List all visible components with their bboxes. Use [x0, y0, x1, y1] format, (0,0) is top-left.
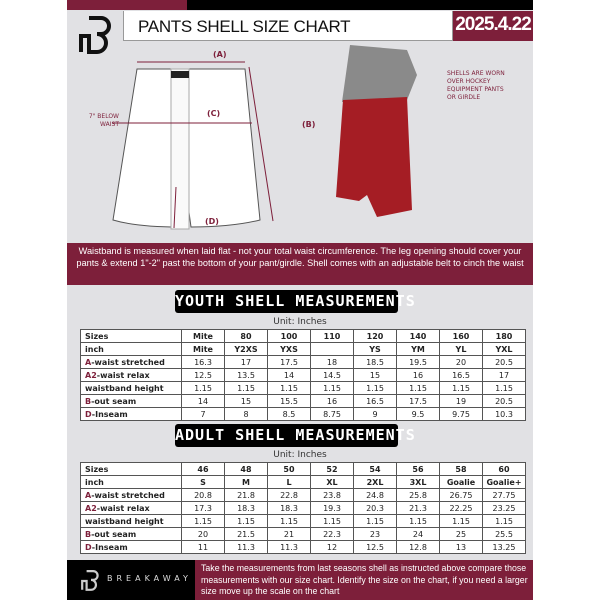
- measure-letter: A: [85, 490, 92, 500]
- row-label: [81, 408, 182, 421]
- table-row: [81, 408, 526, 421]
- table-cell: Mite: [182, 343, 225, 356]
- table-row: [81, 541, 526, 554]
- table-cell: M: [225, 476, 268, 489]
- measure-name: -waist relax: [96, 503, 150, 513]
- table-row: [81, 463, 526, 476]
- table-cell: 58: [440, 463, 483, 476]
- table-cell: 25.8: [397, 489, 440, 502]
- table-cell: 25.5: [483, 528, 526, 541]
- table-cell: 16.5: [354, 395, 397, 408]
- table-cell: 1.15: [225, 515, 268, 528]
- table-cell: 19.3: [311, 502, 354, 515]
- table-cell: 9.5: [397, 408, 440, 421]
- row-label: [81, 343, 182, 356]
- label-a: (A): [213, 50, 227, 59]
- table-cell: 16: [397, 369, 440, 382]
- table-cell: L: [268, 476, 311, 489]
- below-waist-note: 7" BELOW WAIST: [88, 113, 119, 128]
- row-label: [81, 489, 182, 502]
- table-cell: 1.15: [397, 515, 440, 528]
- table-cell: 3XL: [397, 476, 440, 489]
- table-cell: 12: [311, 541, 354, 554]
- table-cell: 24: [397, 528, 440, 541]
- table-cell: 17.5: [268, 356, 311, 369]
- table-cell: 18.3: [225, 502, 268, 515]
- table-cell: 7: [182, 408, 225, 421]
- measure-letter: D: [85, 409, 92, 419]
- adult-table: [80, 462, 526, 554]
- table-row: [81, 528, 526, 541]
- table-cell: 13: [440, 541, 483, 554]
- table-row: [81, 343, 526, 356]
- measure-letter: A2: [85, 503, 97, 513]
- table-cell: 100: [268, 330, 311, 343]
- table-cell: 15: [225, 395, 268, 408]
- table-cell: 20: [440, 356, 483, 369]
- table-cell: 1.15: [311, 515, 354, 528]
- table-cell: Goalie: [440, 476, 483, 489]
- table-cell: 160: [440, 330, 483, 343]
- row-label: [81, 395, 182, 408]
- measure-name: waistband height: [85, 383, 164, 393]
- top-bar: [67, 0, 533, 10]
- measure-name: inch: [85, 344, 104, 354]
- table-cell: Goalie+: [483, 476, 526, 489]
- table-cell: 60: [483, 463, 526, 476]
- table-cell: 22.3: [311, 528, 354, 541]
- table-cell: 56: [397, 463, 440, 476]
- table-cell: 21.3: [397, 502, 440, 515]
- table-cell: 10.3: [483, 408, 526, 421]
- pants-diagram: [67, 45, 533, 241]
- table-row: [81, 489, 526, 502]
- table-cell: 13.5: [225, 369, 268, 382]
- measure-name: -out seam: [91, 396, 137, 406]
- measure-name: inch: [85, 477, 104, 487]
- row-label: [81, 515, 182, 528]
- row-label: [81, 528, 182, 541]
- youth-heading: YOUTH SHELL MEASUREMENTS: [175, 290, 398, 313]
- date-badge: 2025.4.22: [453, 11, 533, 41]
- table-row: [81, 356, 526, 369]
- table-cell: Mite: [182, 330, 225, 343]
- table-cell: 16: [311, 395, 354, 408]
- table-cell: 20.5: [483, 356, 526, 369]
- table-cell: 12.5: [354, 541, 397, 554]
- table-cell: 16.3: [182, 356, 225, 369]
- table-cell: 14: [268, 369, 311, 382]
- table-cell: 25: [440, 528, 483, 541]
- table-cell: 1.15: [354, 515, 397, 528]
- table-cell: 20.5: [483, 395, 526, 408]
- table-cell: 8.75: [311, 408, 354, 421]
- table-cell: 180: [483, 330, 526, 343]
- table-cell: 24.8: [354, 489, 397, 502]
- table-cell: 22.8: [268, 489, 311, 502]
- measure-letter: B: [85, 396, 92, 406]
- table-cell: 1.15: [354, 382, 397, 395]
- table-cell: 17: [225, 356, 268, 369]
- adult-heading: ADULT SHELL MEASUREMENTS: [175, 424, 398, 447]
- table-cell: YXS: [268, 343, 311, 356]
- footer-logo: [81, 570, 101, 592]
- table-cell: 23.8: [311, 489, 354, 502]
- measure-letter: B: [85, 529, 92, 539]
- measure-letter: D: [85, 542, 92, 552]
- table-cell: 15.5: [268, 395, 311, 408]
- row-label: [81, 463, 182, 476]
- measure-name: Sizes: [85, 464, 109, 474]
- table-cell: 1.15: [182, 382, 225, 395]
- measure-name: -Inseam: [91, 542, 128, 552]
- table-cell: 13.25: [483, 541, 526, 554]
- table-cell: 20.8: [182, 489, 225, 502]
- table-cell: 12.5: [182, 369, 225, 382]
- table-row: [81, 476, 526, 489]
- table-cell: 1.15: [483, 382, 526, 395]
- measure-name: -waist stretched: [91, 490, 165, 500]
- table-cell: YM: [397, 343, 440, 356]
- row-label: [81, 330, 182, 343]
- table-cell: Y2XS: [225, 343, 268, 356]
- measure-name: -waist relax: [96, 370, 150, 380]
- label-c: (C): [207, 109, 221, 118]
- measure-name: -out seam: [91, 529, 137, 539]
- table-cell: 17.5: [397, 395, 440, 408]
- table-cell: 11.3: [268, 541, 311, 554]
- table-cell: 27.75: [483, 489, 526, 502]
- table-cell: 80: [225, 330, 268, 343]
- table-cell: 8: [225, 408, 268, 421]
- measure-name: -Inseam: [91, 409, 128, 419]
- table-cell: 21.5: [225, 528, 268, 541]
- table-row: [81, 330, 526, 343]
- page-title: PANTS SHELL SIZE CHART: [123, 11, 453, 41]
- table-cell: [311, 343, 354, 356]
- table-cell: 11: [182, 541, 225, 554]
- table-cell: 12.8: [397, 541, 440, 554]
- table-cell: 140: [397, 330, 440, 343]
- table-cell: S: [182, 476, 225, 489]
- table-cell: XL: [311, 476, 354, 489]
- row-label: [81, 502, 182, 515]
- measure-name: -waist stretched: [91, 357, 165, 367]
- table-cell: 14.5: [311, 369, 354, 382]
- table-cell: 2XL: [354, 476, 397, 489]
- row-label: [81, 476, 182, 489]
- table-cell: 48: [225, 463, 268, 476]
- table-cell: 9: [354, 408, 397, 421]
- table-cell: 1.15: [268, 515, 311, 528]
- table-cell: 19: [440, 395, 483, 408]
- table-cell: 18: [311, 356, 354, 369]
- table-cell: 23.25: [483, 502, 526, 515]
- table-cell: 1.15: [397, 382, 440, 395]
- measure-letter: A: [85, 357, 92, 367]
- measure-letter: A2: [85, 370, 97, 380]
- label-b: (B): [302, 120, 316, 129]
- table-cell: 9.75: [440, 408, 483, 421]
- table-cell: 22.25: [440, 502, 483, 515]
- table-cell: 18.3: [268, 502, 311, 515]
- label-d: (D): [205, 217, 219, 226]
- table-cell: 1.15: [225, 382, 268, 395]
- table-cell: 52: [311, 463, 354, 476]
- table-cell: 21.8: [225, 489, 268, 502]
- footer-instructions: Take the measurements from last seasons shell as instructed above compare those measurements with our size chart. Identify the size on the chart, if you need a larger size move up the scale on the chart: [195, 560, 533, 600]
- youth-unit: Unit: Inches: [273, 317, 327, 327]
- table-row: [81, 382, 526, 395]
- table-cell: 16.5: [440, 369, 483, 382]
- table-cell: YXL: [483, 343, 526, 356]
- measuring-instructions: Waistband is measured when laid flat - not your total waist circumference. The leg opening should cover your pants & extend 1"-2" past the bottom of your pant/girdle. Shell comes with an adjustable belt to cinch the waist: [67, 243, 533, 285]
- table-cell: 1.15: [440, 382, 483, 395]
- table-cell: 20.3: [354, 502, 397, 515]
- table-cell: 8.5: [268, 408, 311, 421]
- footer: [67, 560, 533, 600]
- footer-brand: BREAKAWAY: [107, 574, 192, 583]
- measure-name: Sizes: [85, 331, 109, 341]
- table-row: [81, 395, 526, 408]
- table-cell: 20: [182, 528, 225, 541]
- table-cell: 23: [354, 528, 397, 541]
- row-label: [81, 382, 182, 395]
- table-cell: 54: [354, 463, 397, 476]
- worn-over-note: SHELLS ARE WORN OVER HOCKEY EQUIPMENT PANTS OR GIRDLE: [447, 70, 505, 101]
- table-row: [81, 369, 526, 382]
- table-cell: YS: [354, 343, 397, 356]
- table-cell: 17: [483, 369, 526, 382]
- table-cell: 1.15: [311, 382, 354, 395]
- table-cell: 11.3: [225, 541, 268, 554]
- table-cell: 1.15: [440, 515, 483, 528]
- row-label: [81, 356, 182, 369]
- table-cell: 18.5: [354, 356, 397, 369]
- table-cell: 1.15: [268, 382, 311, 395]
- row-label: [81, 541, 182, 554]
- table-cell: 21: [268, 528, 311, 541]
- table-cell: 14: [182, 395, 225, 408]
- adult-unit: Unit: Inches: [273, 450, 327, 460]
- table-cell: 120: [354, 330, 397, 343]
- table-cell: 26.75: [440, 489, 483, 502]
- table-cell: 46: [182, 463, 225, 476]
- table-row: [81, 515, 526, 528]
- youth-table: [80, 329, 526, 421]
- table-cell: 1.15: [182, 515, 225, 528]
- measure-name: waistband height: [85, 516, 164, 526]
- table-cell: 15: [354, 369, 397, 382]
- table-cell: 19.5: [397, 356, 440, 369]
- table-cell: 110: [311, 330, 354, 343]
- table-cell: 50: [268, 463, 311, 476]
- row-label: [81, 369, 182, 382]
- table-cell: YL: [440, 343, 483, 356]
- table-cell: 1.15: [483, 515, 526, 528]
- table-cell: 17.3: [182, 502, 225, 515]
- size-chart-page: [67, 0, 533, 600]
- table-row: [81, 502, 526, 515]
